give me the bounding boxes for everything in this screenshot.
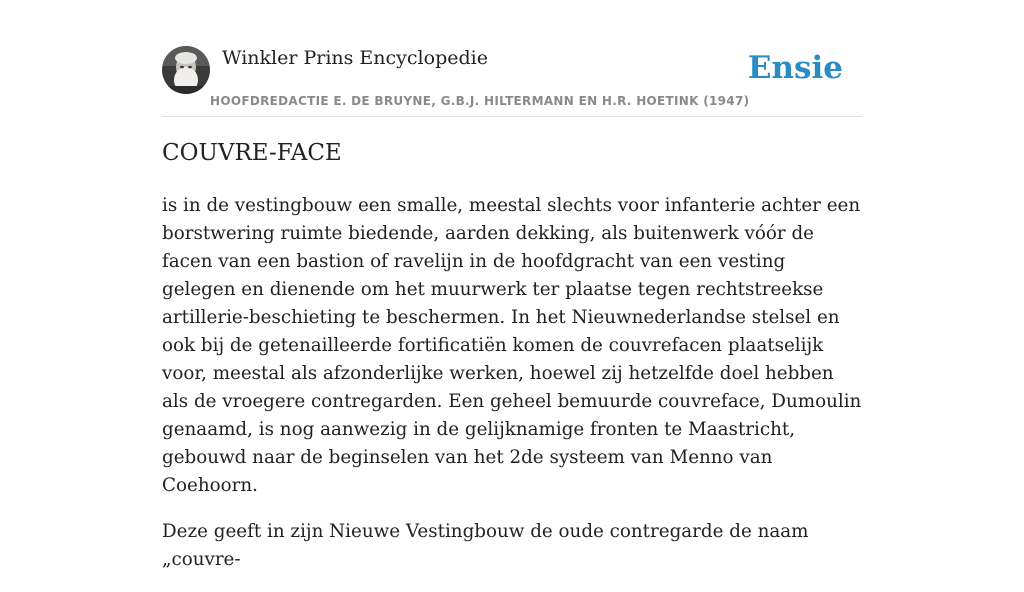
- entry-paragraph: Deze geeft in zijn Nieuwe Vestingbouw de oude contregarde de naam „couvre-: [162, 521, 809, 570]
- header: [162, 44, 862, 117]
- portrait-photo-icon: [162, 46, 210, 94]
- ensie-logo[interactable]: Ensie: [747, 50, 843, 86]
- source-title[interactable]: Winkler Prins Encyclopedie: [222, 47, 488, 69]
- entry-term: COUVRE-FACE: [162, 140, 342, 166]
- entry-paragraph: is in de vestingbouw een smalle, meestal slechts voor infanterie achter een borstwering ruimte biedende, aarden dekking, als buitenwerk vóór de facen van een bastion of ravelijn in de hoofdgracht van een vesting gelegen en dienende om het muurwerk ter plaatse tegen rechtstreekse artillerie-beschieting te beschermen. In het Nieuwnederlandse stelsel en ook bij de getenailleerde fortificatiën komen de couvrefacen plaatselijk voor, meestal als afzonderlijke werken, hoewel zij hetzelfde doel hebben als de vroegere contregarden. Een geheel bemuurde couvreface, Dumoulin genaamd, is nog aanwezig in de gelijknamige fronten te Maastricht, gebouwd naar de beginselen van het 2de systeem van Menno van Coehoorn.: [162, 195, 862, 496]
- entry-article: [162, 192, 862, 592]
- avatar: [162, 46, 210, 94]
- editors-line: HOOFDREDACTIE E. DE BRUYNE, G.B.J. HILTERMANN EN H.R. HOETINK (1947): [210, 94, 750, 108]
